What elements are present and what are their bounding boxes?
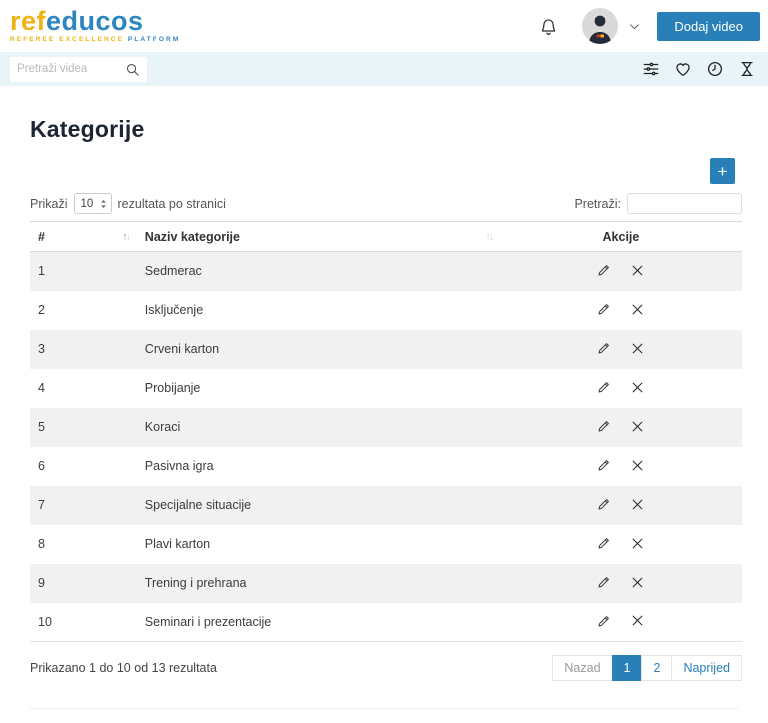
table-row (30, 486, 742, 525)
table-search-label: Pretraži: (574, 196, 621, 211)
delete-x-icon[interactable] (629, 612, 647, 630)
edit-pencil-icon[interactable] (595, 495, 613, 513)
edit-pencil-icon[interactable] (595, 378, 613, 396)
search-icon[interactable] (125, 62, 140, 77)
page-length-select[interactable] (74, 193, 112, 214)
sort-icon-name[interactable]: ↑↓ (485, 230, 492, 243)
category-name: Pasivna igra (144, 459, 214, 473)
logo-part-educos: educos (46, 6, 144, 37)
category-name: Koraci (144, 420, 181, 434)
table-row (30, 603, 742, 642)
avatar[interactable] (582, 8, 618, 44)
table-body (30, 252, 742, 642)
row-number: 2 (38, 303, 45, 317)
video-search-input[interactable] (17, 63, 125, 75)
table-header-row (30, 222, 742, 252)
topbar (0, 0, 768, 52)
edit-pencil-icon[interactable] (595, 261, 613, 279)
main-content (0, 116, 768, 681)
page-length-value: 10 (80, 197, 94, 210)
results-info: Prikazano 1 do 10 od 13 rezultata (30, 661, 217, 675)
categories-table (30, 221, 742, 642)
favorites-heart-icon[interactable] (674, 60, 692, 78)
pagination-page-2-button[interactable]: 2 (641, 655, 672, 681)
select-arrows-icon (99, 198, 108, 210)
filters-sliders-icon[interactable] (642, 60, 660, 78)
table-row (30, 408, 742, 447)
sort-icon-num[interactable]: ↑↓ (122, 230, 129, 243)
edit-pencil-icon[interactable] (595, 300, 613, 318)
row-number: 9 (38, 576, 45, 590)
edit-pencil-icon[interactable] (595, 573, 613, 591)
pagination (553, 655, 742, 681)
row-number: 8 (38, 537, 45, 551)
add-video-button[interactable]: Dodaj video (657, 12, 760, 41)
column-header-actions: Akcije (500, 222, 742, 252)
bottom-divider (30, 708, 738, 709)
table-row (30, 291, 742, 330)
delete-x-icon[interactable] (629, 417, 647, 435)
delete-x-icon[interactable] (629, 573, 647, 591)
pagination-next-button[interactable]: Naprijed (671, 655, 742, 681)
account-chevron-down-icon[interactable] (628, 20, 641, 33)
delete-x-icon[interactable] (629, 339, 647, 357)
logo[interactable] (10, 8, 180, 44)
row-number: 7 (38, 498, 45, 512)
edit-pencil-icon[interactable] (595, 534, 613, 552)
category-name: Sedmerac (144, 264, 202, 279)
search-strip (0, 52, 768, 86)
edit-pencil-icon[interactable] (595, 612, 613, 630)
pagination-page-1-button[interactable]: 1 (612, 655, 643, 681)
topbar-right (539, 8, 760, 44)
table-row (30, 369, 742, 408)
row-number: 6 (38, 459, 45, 473)
category-name: Seminari i prezentacije (144, 614, 272, 629)
page-length-label: Prikaži (30, 196, 68, 211)
delete-x-icon[interactable] (629, 534, 647, 552)
delete-x-icon[interactable] (629, 378, 647, 396)
delete-x-icon[interactable] (629, 495, 647, 513)
edit-pencil-icon[interactable] (595, 456, 613, 474)
row-number: 4 (38, 381, 45, 395)
pagination-prev-button[interactable]: Nazad (552, 655, 612, 681)
page-length-suffix: rezultata po stranici (117, 196, 226, 211)
category-name: Plavi karton (144, 537, 211, 551)
category-name: Isključenje (144, 303, 204, 317)
category-name: Trening i prehrana (144, 576, 247, 590)
hourglass-icon[interactable] (738, 60, 756, 78)
history-clock-icon[interactable] (706, 60, 724, 78)
table-controls (30, 193, 742, 214)
add-category-button[interactable]: + (710, 158, 735, 184)
video-search-box (10, 57, 147, 82)
row-number: 5 (38, 420, 45, 434)
table-row (30, 525, 742, 564)
category-name: Specijalne situacije (144, 498, 252, 512)
table-search-input[interactable] (627, 193, 742, 214)
row-number: 10 (38, 614, 52, 629)
table-search (574, 193, 742, 214)
logo-tagline: REFEREE EXCELLENCE PLATFORM (10, 36, 181, 44)
delete-x-icon[interactable] (629, 456, 647, 474)
page-title: Kategorije (30, 116, 145, 142)
logo-part-ref: ref (10, 6, 47, 37)
edit-pencil-icon[interactable] (595, 417, 613, 435)
table-row (30, 330, 742, 369)
category-name: Crveni karton (144, 342, 220, 356)
add-row (30, 158, 742, 184)
notifications-bell-icon[interactable] (539, 17, 558, 36)
table-footer (30, 655, 742, 681)
table-row (30, 447, 742, 486)
category-name: Probijanje (144, 381, 201, 395)
table-row (30, 564, 742, 603)
table-row (30, 252, 742, 291)
logo-text (10, 8, 180, 35)
column-header-name[interactable]: Naziv kategorije ↑↓ (137, 222, 500, 252)
delete-x-icon[interactable] (629, 300, 647, 318)
edit-pencil-icon[interactable] (595, 339, 613, 357)
column-header-num[interactable]: # ↑↓ (30, 222, 137, 252)
delete-x-icon[interactable] (629, 261, 647, 279)
row-number: 3 (38, 342, 45, 356)
row-number: 1 (38, 264, 45, 279)
strip-icons (642, 60, 758, 78)
